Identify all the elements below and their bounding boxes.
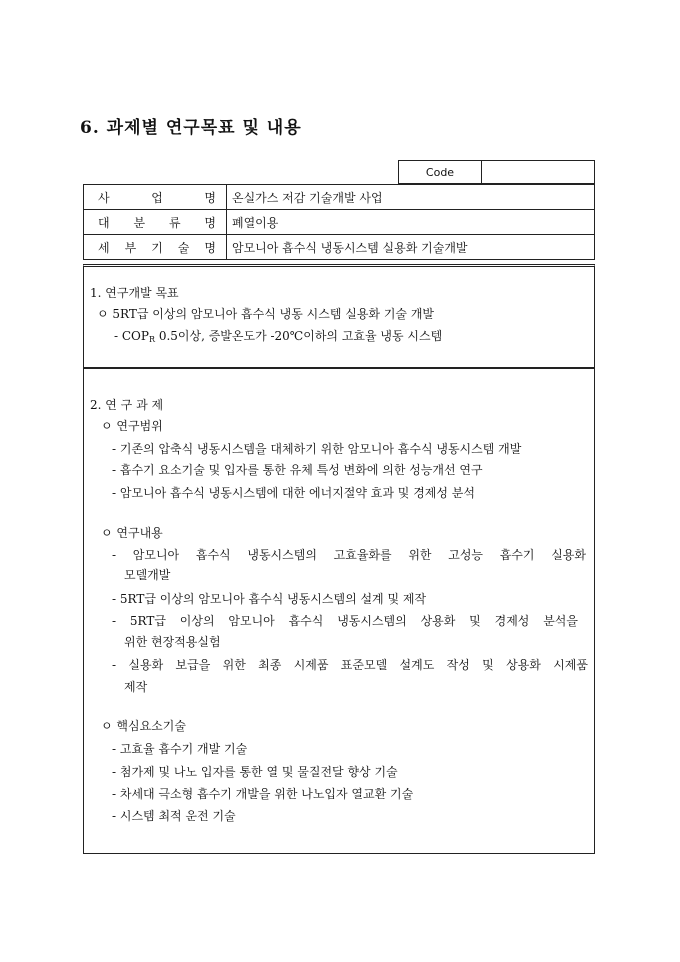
scope-item: - 기존의 압축식 냉동시스템을 대체하기 위한 암모니아 흡수식 냉동시스템 개발 bbox=[112, 442, 522, 456]
goal-bullet: ㅇ 5RT급 이상의 암모니아 흡수식 냉동 시스템 실용화 기술 개발 bbox=[97, 307, 435, 321]
info-label-technology bbox=[84, 235, 227, 260]
goal-detail-suffix: 0.5이상, 증발온도가 -20℃이하의 고효율 냉동 시스템 bbox=[155, 329, 443, 343]
info-label-category bbox=[84, 210, 227, 235]
label-char: 명 bbox=[204, 190, 216, 205]
info-value-technology: 암모니아 흡수식 냉동시스템 실용화 기술개발 bbox=[227, 235, 595, 260]
label-char: 기 bbox=[151, 240, 163, 255]
content-title: ㅇ 연구내용 bbox=[101, 526, 163, 540]
content-item: - 암모니아 흡수식 냉동시스템의 고효율화를 위한 고성능 흡수기 실용화 bbox=[112, 548, 586, 562]
core-item: - 첨가제 및 나노 입자를 통한 열 및 물질전달 향상 기술 bbox=[112, 765, 398, 779]
content-item: - 5RT급 이상의 암모니아 흡수식 냉동시스템의 설계 및 제작 bbox=[112, 592, 427, 606]
info-label-business bbox=[84, 185, 227, 210]
code-value bbox=[482, 161, 594, 183]
info-row-technology bbox=[84, 235, 595, 260]
goal-detail-subscript: R bbox=[148, 335, 155, 344]
scope-item: - 흡수기 요소기술 및 입자를 통한 유체 특성 변화에 의한 성능개선 연구 bbox=[112, 463, 483, 477]
label-char: 류 bbox=[168, 215, 181, 230]
scope-item: - 암모니아 흡수식 냉동시스템에 대한 에너지절약 효과 및 경제성 분석 bbox=[112, 486, 475, 500]
label-char: 부 bbox=[124, 240, 137, 255]
code-label: Code bbox=[399, 161, 482, 183]
info-row-category bbox=[84, 210, 595, 235]
core-title: ㅇ 핵심요소기술 bbox=[101, 719, 186, 733]
info-value-business: 온실가스 저감 기술개발 사업 bbox=[227, 185, 595, 210]
content-item-cont: 제작 bbox=[124, 680, 148, 694]
label-char: 명 bbox=[204, 240, 216, 255]
label-char: 업 bbox=[151, 190, 163, 205]
content-item: - 실용화 보급을 위한 최종 시제품 표준모델 설계도 작성 및 상용화 시제품 bbox=[112, 658, 588, 672]
core-item: - 시스템 최적 운전 기술 bbox=[112, 809, 236, 823]
goal-detail-prefix: - COP bbox=[114, 329, 149, 343]
content-item-cont: 위한 현장적용실험 bbox=[124, 635, 221, 649]
page-title: 6. 과제별 연구목표 및 내용 bbox=[80, 118, 302, 138]
info-row-business bbox=[84, 185, 595, 210]
goal-detail bbox=[114, 328, 442, 348]
content-item: - 5RT급 이상의 암모니아 흡수식 냉동시스템의 상용화 및 경제성 분석을 bbox=[112, 614, 578, 628]
label-char: 술 bbox=[177, 240, 190, 255]
label-char: 분 bbox=[133, 215, 146, 230]
label-char: 명 bbox=[204, 215, 216, 230]
label-char: 사 bbox=[98, 190, 110, 205]
label-char: 대 bbox=[98, 215, 110, 230]
core-item: - 고효율 흡수기 개발 기술 bbox=[112, 742, 248, 756]
tasks-heading: 2. 연 구 과 제 bbox=[90, 398, 164, 412]
core-item: - 차세대 극소형 흡수기 개발을 위한 나노입자 열교환 기술 bbox=[112, 787, 414, 801]
label-char: 세 bbox=[98, 240, 110, 255]
scope-title: ㅇ 연구범위 bbox=[101, 419, 163, 433]
content-item-cont: 모델개발 bbox=[124, 568, 171, 582]
info-value-category: 폐열이용 bbox=[227, 210, 595, 235]
code-table bbox=[398, 160, 595, 184]
project-info-table bbox=[83, 184, 595, 260]
goal-heading: 1. 연구개발 목표 bbox=[90, 286, 179, 300]
